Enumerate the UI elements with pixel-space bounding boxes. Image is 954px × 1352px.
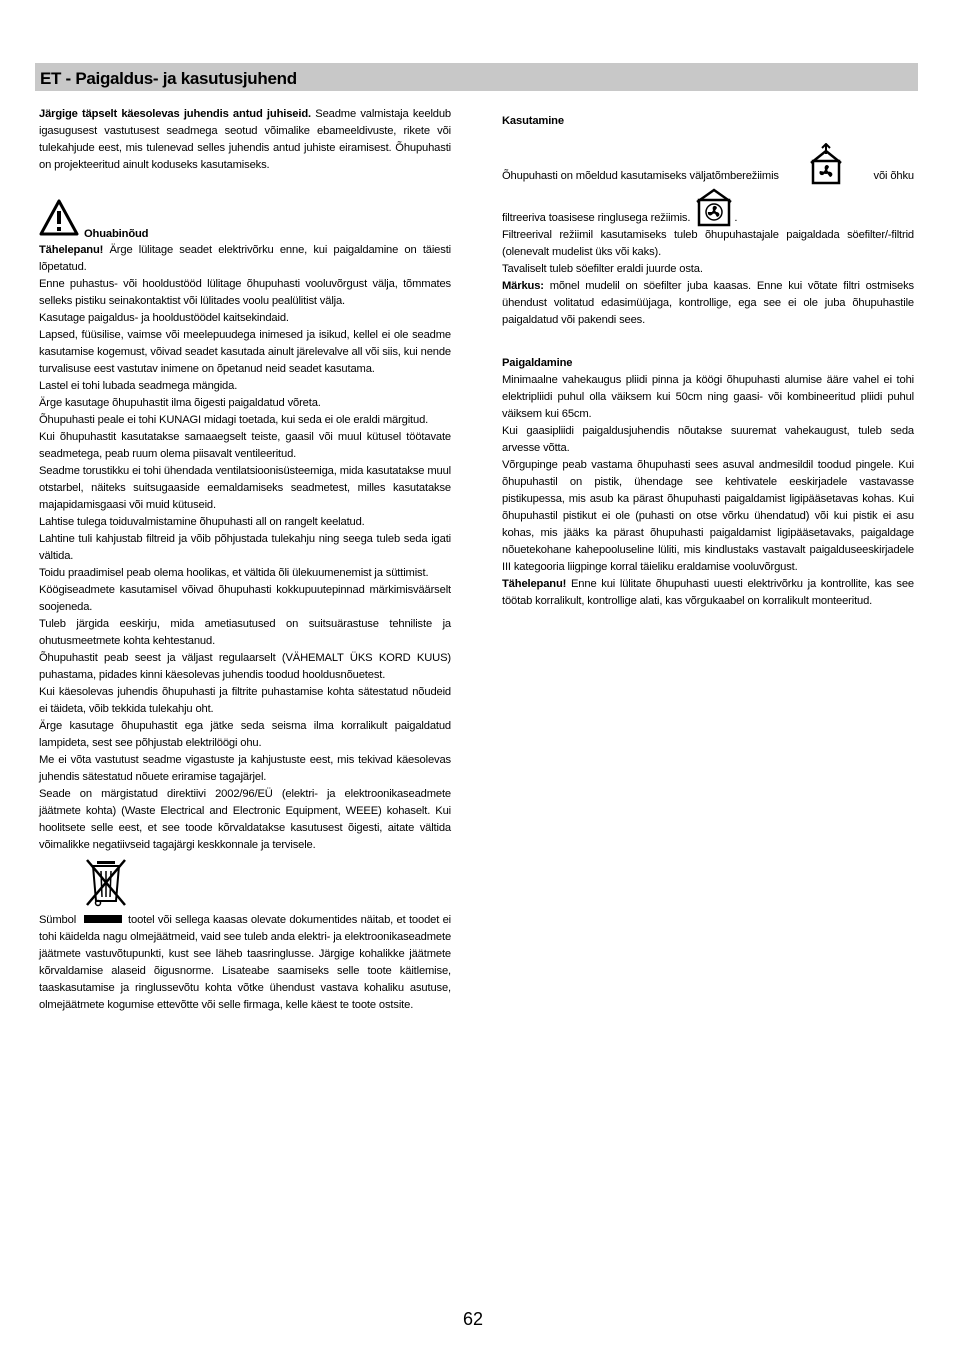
safety-paragraph: Kui õhupuhastit kasutatakse samaaegselt teiste, gaasil või muul kütusel töötavate seadmetega, peab ruum olema piisavalt ventileeritud. xyxy=(39,431,451,460)
safety-paragraph: Tuleb järgida eeskirju, mida ametiasutused on suitsuärastuse tehniliste ja ohutusmeetmete kohta kehtestanud. xyxy=(39,618,451,647)
recirculation-mode-icon xyxy=(694,187,734,227)
install-title: Paigaldamine xyxy=(502,357,573,369)
install-paragraph: Võrgupinge peab vastama õhupuhasti sees asuval andmesildil toodud pingele. Kui õhupuhastil on pistik, ühendage see kehtivatele eeskirjadele vastavasse pistikupessa, mis asub ka pärast õhupuhasti paigaldamist ligipääsetavas kohas. Kui õhupuhastil pistikut ei ole (puhasti on otse võrku ühendatud) või kui pistik ei asu kohas, mis jääks ka pärast õhupuhasti paigaldamist ligipääsetavaks, paigaldage nõuetekohane kahepooluseline lüliti, mis kindlustaks vastavalt paigalduseeskirjadele III kategooria liigpinge korral täieliku eraldamise vooluvõrgust. xyxy=(502,459,914,573)
page-number: 62 xyxy=(463,1309,484,1329)
attention-text: Ärge lülitage seadet elektrivõrku enne, kui paigaldamine on täiesti lõpetatud. xyxy=(39,244,451,273)
symbol-paragraph xyxy=(39,912,451,1014)
weee-paragraph: Seade on märgistatud direktiivi 2002/96/EÜ (elektri- ja elektroonikaseadmete jäätmete kohta) (Waste Electrical and Electronic Equipment, WEEE) kohaselt. Kui hoolitsete selle eest, et see toode kõrvaldatakse kasutusest õigesti, aitate vältida võimalikke negatiivseid tagajärgi keskkonnale ja tervisele. xyxy=(39,788,451,851)
note-paragraph xyxy=(502,278,914,329)
requirements-heading xyxy=(39,199,451,242)
usage-paragraph: Tavaliselt tuleb söefilter eraldi juurde osta. xyxy=(502,263,703,275)
safety-paragraph: Lastel ei tohi lubada seadmega mängida. xyxy=(39,380,238,392)
usage-title: Kasutamine xyxy=(502,115,564,127)
safety-paragraph: Toidu praadimisel peab olema hoolikas, et vältida õli ülekuumenemist ja süttimist. xyxy=(39,567,429,579)
safety-paragraph: Ärge kasutage õhupuhastit ilma õigesti paigaldatud võreta. xyxy=(39,397,321,409)
header-bar xyxy=(35,63,918,91)
note-text: mõnel mudelil on söefilter juba kaasas. Enne kui võtate filtri ostmiseks ühendust volitatud edasimüüjaga, kontrollige, ega see ei ole juba õhupuhastile paigaldatud või pakendi sees. xyxy=(502,280,914,326)
requirements-title: Ohuabinõud xyxy=(84,228,149,240)
safety-paragraph: Õhupuhasti peale ei tohi KUNAGI midagi toetada, kui seda ei ole eraldi märgitud. xyxy=(39,414,429,426)
intro-text: Seadme valmistaja keeldub igasugusest vastutusest seadmega seotud võimalike ebameeldivuste, rikete või tulekahjude eest, mis tulenevad selles juhendis antud juhiste eiramisest. Õhupuhasti on projekteeritud ainult koduseks kasutamiseks. xyxy=(39,108,451,171)
warning-icon xyxy=(39,199,79,236)
usage-line2-text: filtreeriva toasisese ringlusega režiimis. xyxy=(502,212,691,224)
usage-paragraph: Filtreerival režiimil kasutamiseks tuleb õhupuhastajale paigaldada söefilter/-filtrid (olenevalt mudelist üks või kaks). xyxy=(502,229,914,258)
install-attention-text: Enne kui lülitate õhupuhasti uuesti elektrivõrku ja kontrollite, kas see töötab korralikult, kontrollige alati, kas võrgukaabel on korralikult monteeritud. xyxy=(502,578,914,607)
page-title: ET - Paigaldus- ja kasutusjuhend xyxy=(40,69,297,88)
symbol-text: tootel või sellega kaasas olevate dokumentides näitab, et toodet ei tohi käidelda nagu olmejäätmeid, vaid see tuleb anda elektri- ja elektroonikaseadmete jäätmete vastuvõtupunkti, kust see läheb taasringlusse. Järgige kohalikke jäätmete kõrvaldamise alaseid õigusnorme. Lisateabe saamiseks selle toote käitlemise, taaskasutamise ja ringlussevõtu kohta võtke ühendust vastava kohaliku asutuse, olmejäätmete kogumise ettevõtte või selle firmaga, kelle käest te toote ostsite. xyxy=(39,914,452,1011)
intro-paragraph xyxy=(39,106,451,174)
safety-paragraph: Enne puhastus- või hooldustööd lülitage õhupuhasti vooluvõrgust välja, tõmmates selleks pistiku seinakontaktist või lülitades voolu pealülitist välja. xyxy=(39,278,451,307)
usage-line-2 xyxy=(502,187,914,227)
safety-paragraph: Seadme torustikku ei tohi ühendada ventilatsioonisüsteemiga, mida kasutatakse muul otstarbel, näiteks suitsugaaside eemaldamiseks seadmetest, milles kasutatakse majapidamisgaasi või muid kütuseid. xyxy=(39,465,451,511)
extraction-mode-icon xyxy=(809,143,843,185)
safety-paragraph: Lahtine tuli kahjustab filtreid ja võib põhjustada tulekahju ning seega tuleb seda igati vältida. xyxy=(39,533,451,562)
intro-bold: Järgige täpselt käesolevas juhendis antud juhiseid. xyxy=(39,108,311,120)
crossed-bin-icon xyxy=(83,857,129,907)
usage-line2-end: . xyxy=(734,212,738,224)
safety-paragraph: Lapsed, füüsilise, vaimse või meelepuudega inimesed ja isikud, kellel ei ole seadme kasutamise kogemust, võivad seadet kasutada ainult järelevalve all või siis, kui nende turvalisuse eest vastutav inimene on õpetanud neid seadet kasutama. xyxy=(39,329,451,375)
safety-paragraph: Kasutage paigaldus- ja hooldustöödel kaitsekindaid. xyxy=(39,312,289,324)
install-paragraph: Minimaalne vahekaugus pliidi pinna ja köögi õhupuhasti alumise ääre vahel ei tohi elektripliidi puhul olla väiksem kui 50cm ning gaasi- või kombineeritud pliidi puhul väiksem kui 65cm. xyxy=(502,374,914,420)
right-column xyxy=(502,113,914,610)
install-paragraph: Kui gaasipliidi paigaldusjuhendis nõutakse suuremat vahekaugust, tuleb seda arvesse võtta. xyxy=(502,425,914,454)
attention-paragraph xyxy=(39,242,451,276)
symbol-label: Sümbol xyxy=(39,914,77,926)
usage-line1-text: Õhupuhasti on mõeldud kasutamiseks väljatõmberežiimis xyxy=(502,170,779,182)
left-column xyxy=(39,106,451,1014)
safety-paragraph: Õhupuhastit peab seest ja väljast regulaarselt (VÄHEMALT ÜKS KORD KUUS) puhastama, pidades kinni käesolevas juhendis toodud hooldusnõuetest. xyxy=(39,652,451,681)
safety-paragraph: Lahtise tulega toiduvalmistamine õhupuhasti all on rangelt keelatud. xyxy=(39,516,365,528)
black-bar-symbol xyxy=(84,915,122,923)
safety-paragraph: Köögiseadmete kasutamisel võivad õhupuhasti kokkupuutepinnad märkimisväärselt soojeneda. xyxy=(39,584,451,613)
safety-paragraph: Ärge kasutage õhupuhastit ega jätke seda seisma ilma korralikult paigaldatud lampideta, sest see põhjustab elektrilöögi ohu. xyxy=(39,720,451,749)
usage-line1-end: või õhku xyxy=(873,170,914,182)
note-label: Märkus: xyxy=(502,280,544,292)
safety-paragraph: Me ei võta vastutust seadme vigastuste ja kahjustuste eest, mis tekivad käesolevas juhendis sätestatud nõuete eriramise tagajärjel. xyxy=(39,754,451,783)
install-attention-paragraph xyxy=(502,576,914,610)
usage-line-1 xyxy=(502,143,914,185)
attention-label: Tähelepanu! xyxy=(39,244,104,256)
safety-paragraph: Kui käesolevas juhendis õhupuhasti ja filtrite puhastamise kohta sätestatud nõudeid ei täideta, võib tekkida tulekahju oht. xyxy=(39,686,451,715)
install-attention-label: Tähelepanu! xyxy=(502,578,567,590)
